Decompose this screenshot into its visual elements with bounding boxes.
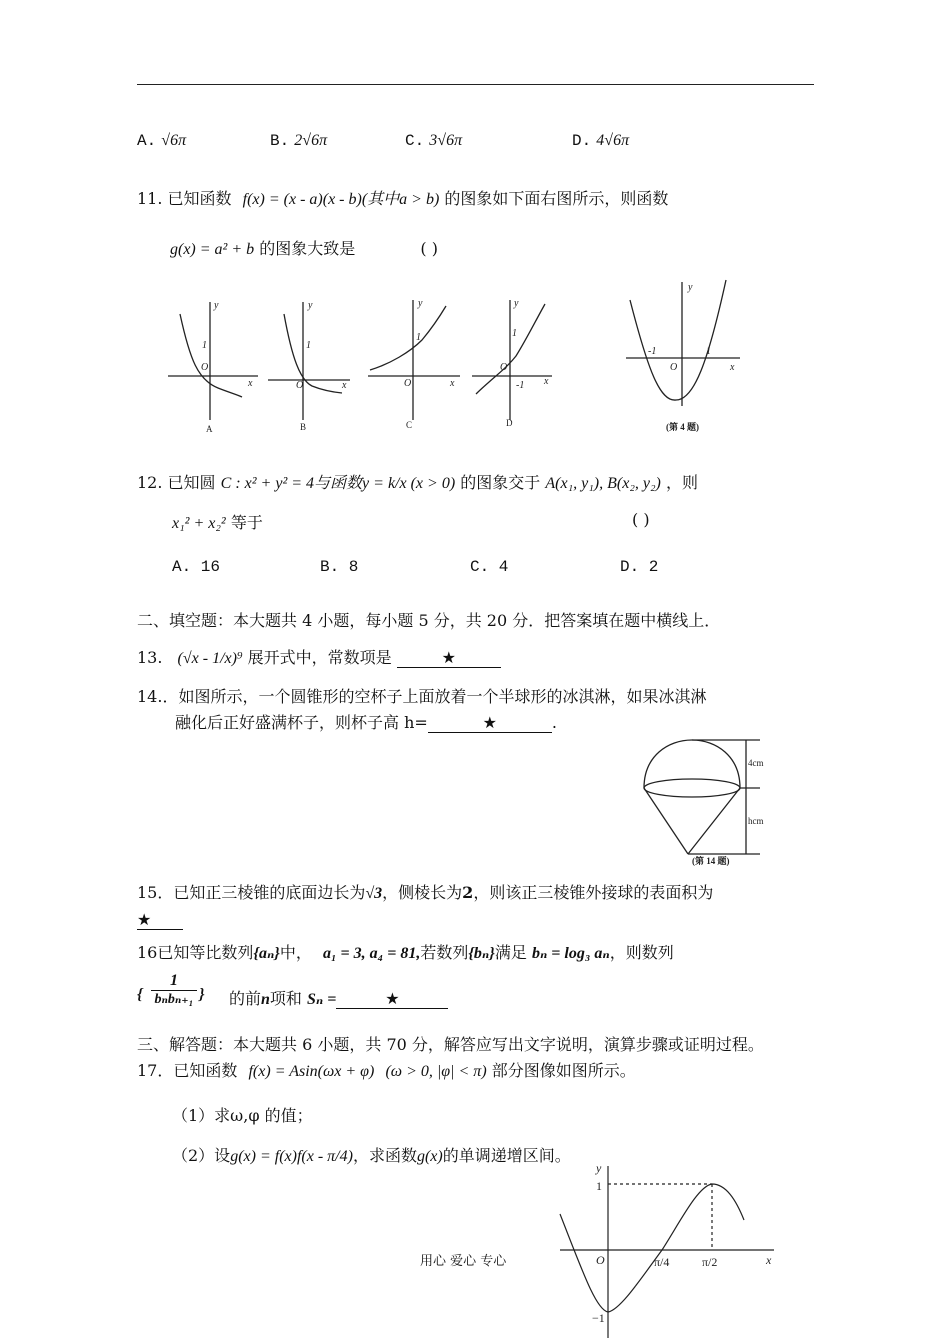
star-icon: ★ [385, 989, 400, 1008]
graph-a-label: A [206, 424, 213, 434]
option-a-value: √6π [161, 132, 187, 149]
svg-text:1: 1 [306, 340, 311, 351]
hemisphere [644, 740, 740, 788]
q11-answer-paren: ( ) [420, 239, 438, 258]
q12-points: A(x₁, y₁), B(x₂, y₂) [545, 475, 661, 492]
q14-line1: 14.．如图所示，一个圆锥形的空杯子上面放着一个半球形的冰淇淋，如果冰淇淋 [137, 687, 707, 706]
footer-text: 用心 爱心 专心 [420, 1254, 507, 1269]
q14-text: 融化后正好盛满杯子，则杯子高 h= [175, 713, 428, 732]
q11-g-tail: 的图象大致是 [259, 239, 356, 258]
ref-parabola [630, 280, 726, 400]
q11-line1 [137, 186, 668, 209]
svg-text:x: x [342, 380, 347, 391]
q12-lead: 已知圆 [167, 473, 216, 492]
q12-eq: 等于 [230, 513, 263, 532]
q12-line2 [172, 510, 263, 533]
q17-part2 [172, 1143, 571, 1166]
q15-blank [137, 910, 183, 930]
q17-p2-g: g(x) [416, 1148, 443, 1165]
option-d-value: 4√6π [596, 132, 630, 149]
fig-caption: (第 14 题) [692, 856, 730, 866]
q16-sn: Sₙ = [307, 991, 337, 1008]
q14-line2 [175, 710, 557, 733]
q16-values: a₁ = 3, a₄ = 81, [322, 945, 421, 962]
option-c-value: 3√6π [429, 132, 463, 149]
q10-options [137, 130, 186, 150]
q11-number: 11. [137, 189, 163, 208]
cup-rim [644, 779, 740, 797]
svg-text:O: O [404, 378, 412, 389]
q11-graphs [160, 282, 760, 440]
graph-pi4: π/4 [654, 1255, 670, 1269]
option-b-label: B. [270, 132, 290, 150]
q16-text-g: 项和 [269, 989, 302, 1008]
option-c [405, 130, 462, 150]
graph-c-curve [370, 306, 446, 370]
section-3-heading: 三、解答题：本大题共 6 小题，共 70 分，解答应写出文字说明，演算步骤或证明过程。 [137, 1035, 764, 1054]
svg-text:x: x [730, 362, 735, 373]
svg-text:-1: -1 [516, 380, 525, 391]
q12-number: 12. [137, 473, 163, 492]
q17-p2-b: ，求函数 [352, 1146, 417, 1165]
star-icon: ★ [482, 713, 497, 732]
svg-text:O: O [201, 362, 209, 373]
q16-text-f: 的前 [229, 989, 262, 1008]
q12-line1 [137, 470, 698, 493]
q17-lead: 已知函数 [173, 1061, 238, 1080]
q12-option-d: D. 2 [620, 558, 659, 576]
option-d-label: D. [572, 132, 592, 150]
q11-g-formula: g(x) = a² + b [170, 241, 255, 258]
svg-text:1: 1 [706, 346, 711, 357]
q16-text-b: 中， [279, 943, 312, 962]
header-rule [137, 84, 814, 85]
q15-line1 [137, 880, 713, 903]
q16-text-e: ，则数列 [609, 943, 674, 962]
option-c-label: C. [405, 132, 425, 150]
fig-side-label: hcm [748, 816, 764, 826]
graph-pi2: π/2 [702, 1255, 718, 1269]
q11-formula: f(x) = (x - a)(x - b)(其中a > b) [242, 191, 440, 208]
svg-text:1: 1 [202, 340, 207, 351]
graph-c-label: C [406, 420, 413, 430]
q14-figure [636, 736, 786, 866]
q15-text-a: 15．已知正三棱锥的底面边长为 [137, 883, 366, 902]
q12-option-c: C. 4 [470, 558, 509, 576]
graph-x-label: x [766, 1253, 772, 1267]
q16-text-c: 若数列 [420, 943, 469, 962]
q17-condition: (ω > 0, |φ| < π) [385, 1063, 487, 1080]
svg-text:O: O [670, 362, 678, 373]
q13-line [137, 645, 501, 668]
q16-bn: {bₙ} [468, 945, 495, 962]
q15-sqrt3: √3 [365, 885, 383, 902]
q16-frac-num: 1 [151, 972, 197, 991]
svg-text:O: O [500, 362, 508, 373]
svg-text:1: 1 [416, 332, 421, 343]
q16-line1 [137, 940, 674, 963]
q11-tail: 的图象如下面右图所示，则函数 [444, 189, 669, 208]
q15-text-b: ，侧棱长为 [382, 883, 463, 902]
q14-end: . [551, 713, 557, 732]
graph-origin: O [596, 1253, 605, 1267]
q16-fraction [151, 972, 197, 1008]
cone-left [644, 788, 688, 854]
option-a-label: A. [137, 132, 157, 150]
svg-text:-1: -1 [648, 346, 657, 357]
graph-d-label: D [506, 418, 513, 428]
graph-b-curve [284, 314, 342, 393]
q17-graph [540, 1160, 790, 1340]
section-2-heading: 二、填空题：本大题共 4 小题，每小题 5 分，共 20 分．把答案填在题中横线上． [137, 611, 721, 630]
q15-two: 2 [462, 883, 474, 902]
q17-p2-c: 的单调递增区间。 [442, 1146, 571, 1165]
ref-caption: (第 4 题) [666, 422, 699, 432]
q16-n: n [261, 991, 270, 1008]
graph-one: 1 [596, 1179, 602, 1193]
option-b [270, 130, 327, 150]
option-d [572, 130, 629, 150]
q12-tail: ，则 [665, 473, 698, 492]
q17-p2-formula: g(x) = f(x)f(x - π/4) [230, 1148, 353, 1165]
svg-text:O: O [296, 380, 304, 391]
q16-frac-den: bₙbₙ₊₁ [154, 992, 194, 1007]
q15-text-c: ，则该正三棱锥外接球的表面积为 [473, 883, 714, 902]
q15-answer-blank [137, 910, 183, 930]
q12-option-a: A. 16 [172, 558, 221, 576]
svg-text:y: y [418, 298, 423, 309]
svg-text:1: 1 [512, 328, 517, 339]
q17-tail: 部分图像如图所示。 [491, 1061, 636, 1080]
q12-option-b: B. 8 [320, 558, 359, 576]
svg-text:y: y [688, 282, 693, 293]
q17-line1 [137, 1058, 636, 1081]
q13-number: 13. [137, 648, 163, 667]
q16-bdef: bₙ = log₃ aₙ [531, 945, 610, 962]
star-icon: ★ [441, 648, 456, 667]
star-icon: ★ [137, 910, 152, 929]
sine-right [608, 1184, 744, 1312]
q17-p2-a: （2）设 [172, 1146, 231, 1165]
q13-formula: (√x - 1/x)⁹ [177, 650, 243, 667]
q13-answer-blank [397, 648, 501, 668]
q14-answer-blank [428, 713, 552, 733]
q12-answer-paren: ( ) [632, 510, 650, 529]
fig-top-label: 4cm [748, 758, 764, 768]
cone-right [688, 788, 740, 854]
q12-sum: x₁² + x₂² [172, 515, 226, 532]
svg-text:x: x [544, 376, 549, 387]
q17-part1: （1）求ω,φ 的值； [172, 1106, 313, 1125]
graph-a-curve [180, 314, 242, 397]
q12-formula: C : x² + y² = 4与函数y = k/x (x > 0) [220, 475, 456, 492]
q16-answer-blank [336, 989, 448, 1009]
graph-y-label: y [596, 1161, 602, 1175]
q16-text-d: 满足 [494, 943, 527, 962]
svg-text:x: x [248, 378, 253, 389]
graph-neg-one: −1 [592, 1311, 605, 1325]
q11-lead: 已知函数 [167, 189, 232, 208]
svg-text:y: y [514, 298, 519, 309]
q13-text: 展开式中，常数项是 [247, 648, 392, 667]
q16-an: {aₙ} [253, 945, 280, 962]
option-b-value: 2√6π [294, 132, 328, 149]
q12-mid: 的图象交于 [460, 473, 541, 492]
svg-text:y: y [308, 300, 313, 311]
graph-b-label: B [300, 422, 307, 432]
svg-text:x: x [450, 378, 455, 389]
q11-line2 [170, 236, 438, 259]
q17-formula: f(x) = Asin(ωx + φ) [248, 1063, 375, 1080]
svg-text:y: y [214, 300, 219, 311]
q17-number: 17． [137, 1061, 174, 1080]
q16-text-a: 16已知等比数列 [137, 943, 254, 962]
